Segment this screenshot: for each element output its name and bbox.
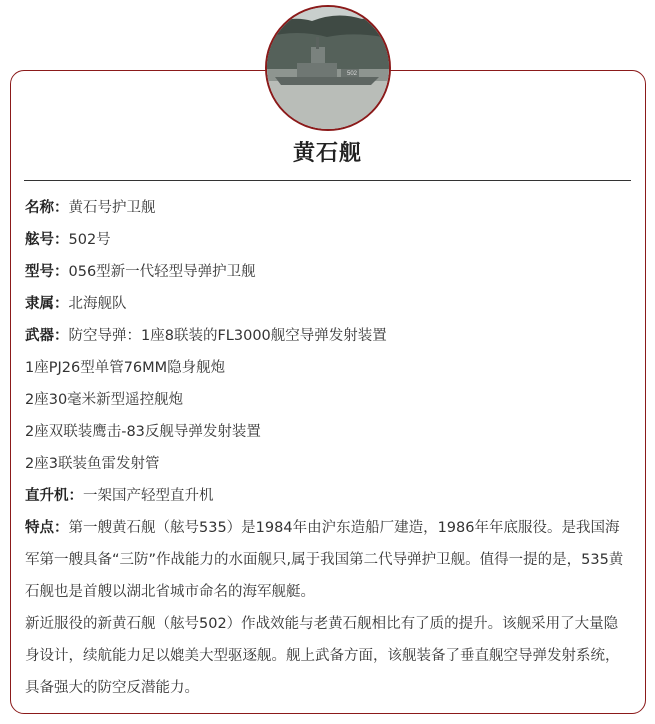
field-label: 隶属： — [25, 296, 69, 312]
field-name — [25, 192, 631, 224]
weapon-item: 2座双联装鹰击-83反舰导弹发射装置 — [25, 424, 261, 440]
svg-text:502: 502 — [347, 71, 358, 77]
field-value: 黄石号护卫舰 — [68, 200, 156, 216]
field-label: 型号： — [25, 264, 69, 280]
field-weapons — [25, 320, 631, 352]
weapon-item: 2座3联装鱼雷发射管 — [25, 456, 160, 472]
field-value: 一架国产轻型直升机 — [83, 488, 214, 504]
field-label: 名称： — [25, 200, 69, 216]
field-hull-number — [25, 224, 631, 256]
closing-paragraph: 新近服役的新黄石舰（舷号502）作战效能与老黄石舰相比有了质的提升。该舰采用了大量隐身设计，续航能力足以媲美大型驱逐舰。舰上武备方面，该舰装备了垂直舰空导弹发射系统，具备强大的防空反潜能力。 — [25, 616, 620, 696]
field-value: 056型新一代轻型导弹护卫舰 — [68, 264, 256, 280]
warship-icon — [267, 7, 391, 131]
field-model — [25, 256, 631, 288]
field-label: 特点： — [25, 520, 69, 536]
field-value: 北海舰队 — [68, 296, 127, 312]
weapon-item: 2座30毫米新型遥控舰炮 — [25, 392, 184, 408]
weapon-item: 1座PJ26型单管76MM隐身舰炮 — [25, 360, 226, 376]
field-features — [25, 512, 631, 608]
field-value: 防空导弹：1座8联装的FL3000舰空导弹发射装置 — [68, 328, 387, 344]
title-divider — [24, 180, 631, 181]
features-text: 第一艘黄石舰（舷号535）是1984年由沪东造船厂建造，1986年年底服役。是我国海军第一艘具备“三防”作战能力的水面舰只,属于我国第二代导弹护卫舰。值得一提的是，535黄石舰也是首艘以湖北省城市命名的海军舰艇。 — [25, 520, 624, 600]
field-helicopter — [25, 480, 631, 512]
field-value: 502号 — [68, 232, 111, 248]
page-title: 黄石舰 — [292, 141, 362, 166]
field-fleet — [25, 288, 631, 320]
field-label: 舷号： — [25, 232, 69, 248]
warship-photo — [265, 5, 391, 131]
field-label: 武器： — [25, 328, 69, 344]
ship-details — [25, 192, 631, 704]
field-label: 直升机： — [25, 488, 83, 504]
